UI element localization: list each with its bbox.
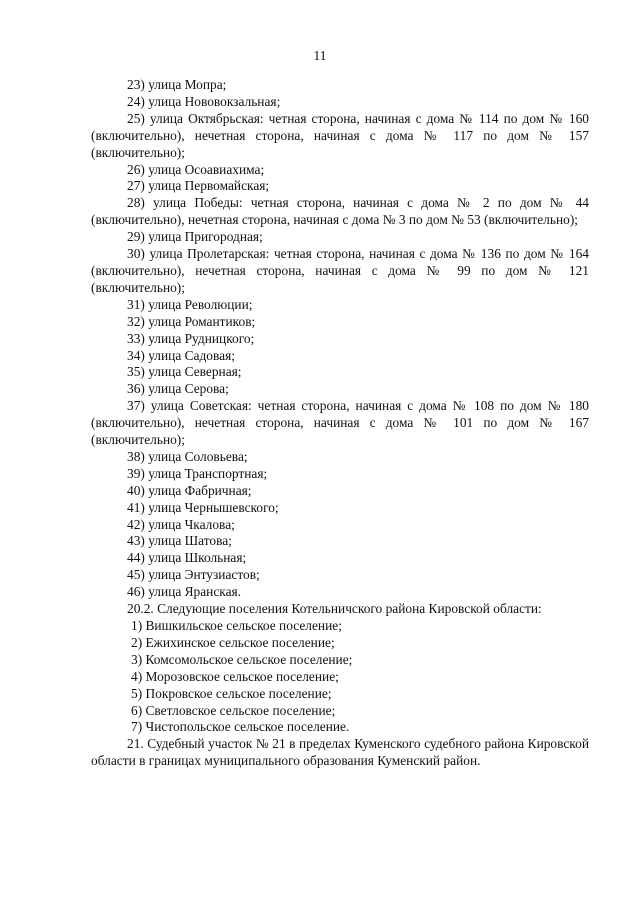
street-item: 41) улица Чернышевского; [127,499,279,515]
street-item: 45) улица Энтузиастов; [127,567,260,583]
settlement-item: 3) Комсомольское сельское поселение; [131,651,353,667]
street-item: 28) улица Победы: четная сторона, начиная с дома № 2 по дом № 44 (включительно), нечетная сторона, начиная с дома № 3 по дом № 53 (включительно); [91,195,589,228]
street-item: 46) улица Яранская. [127,584,242,600]
street-item: 36) улица Серова; [127,381,229,397]
street-item: 31) улица Революции; [127,296,253,312]
street-item: 39) улица Транспортная; [127,465,268,481]
settlement-item: 7) Чистопольское сельское поселение. [131,719,350,735]
street-item: 34) улица Садовая; [127,347,235,363]
street-item: 37) улица Советская: четная сторона, начиная с дома № 108 по дом № 180 (включительно), нечетная сторона, начиная с дома № 101 по дом № 167 (включительно); [91,398,589,448]
street-item: 23) улица Мопра; [127,77,227,92]
settlement-item: 2) Ежихинское сельское поселение; [131,634,335,650]
settlement-item: 5) Покровское сельское поселение; [131,685,332,701]
section-20-2-heading: 20.2. Следующие поселения Котельничского района Кировской области: [127,601,542,617]
street-item: 25) улица Октябрьская: четная сторона, начиная с дома № 114 по дом № 160 (включительно), нечетная сторона, начиная с дома № 117 по дом № 157 (включительно); [91,110,589,160]
street-item: 44) улица Школьная; [127,550,247,566]
street-item: 38) улица Соловьева; [127,448,248,464]
street-item: 29) улица Пригородная; [127,229,263,245]
street-item: 24) улица Нововокзальная; [127,93,281,109]
settlement-item: 6) Светловское сельское поселение; [131,702,336,718]
settlement-item: 4) Морозовское сельское поселение; [131,668,339,684]
settlement-item: 1) Вишкильское сельское поселение; [131,618,342,633]
street-item: 33) улица Рудницкого; [127,330,255,346]
street-item: 42) улица Чкалова; [127,516,235,532]
street-item: 43) улица Шатова; [127,533,232,549]
street-item: 32) улица Романтиков; [127,313,256,329]
street-item: 30) улица Пролетарская: четная сторона, начиная с дома № 136 по дом № 164 (включительно), нечетная сторона, начиная с дома № 99 по дом № 121 (включительно); [91,246,589,295]
street-item: 27) улица Первомайская; [127,178,270,194]
document-body [91,77,589,770]
street-item: 26) улица Осоавиахима; [127,161,265,177]
section-21-paragraph: 21. Судебный участок № 21 в пределах Куменского судебного района Кировской области в границах муниципального образования Куменский район. [91,736,589,769]
page-number: 11 [313,48,327,63]
street-item: 40) улица Фабричная; [127,482,252,498]
street-item: 35) улица Северная; [127,364,242,380]
